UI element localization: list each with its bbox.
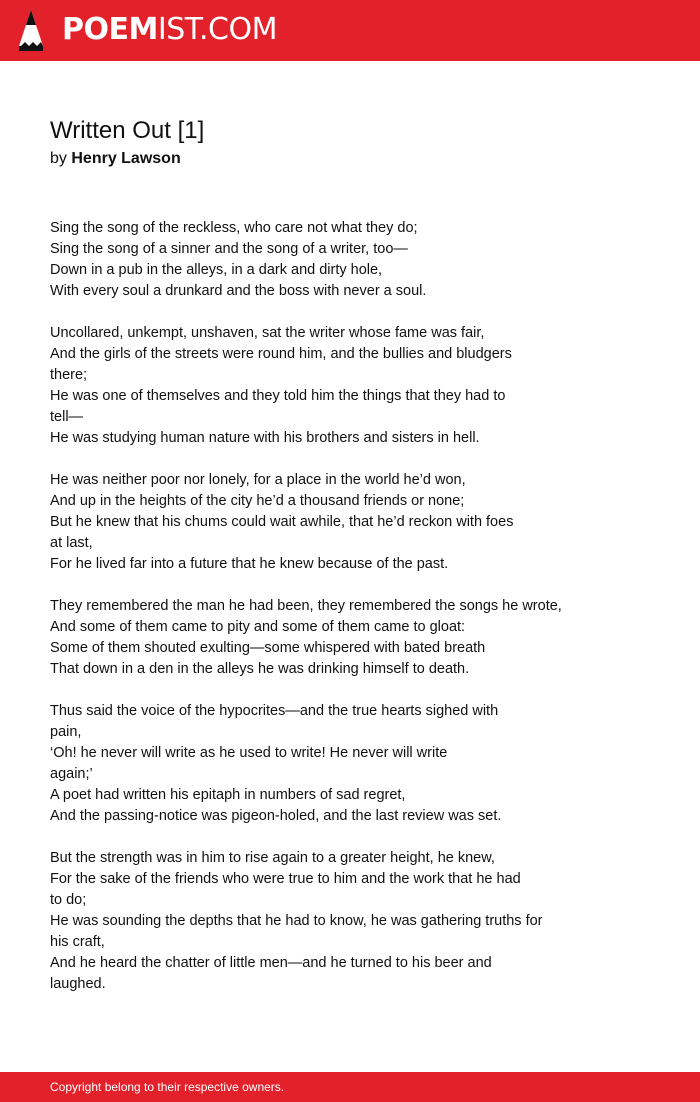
poem-line: Sing the song of a sinner and the song of a writer, too— <box>50 241 408 257</box>
poem-line: Thus said the voice of the hypocrites—and the true hearts sighed with <box>50 703 499 719</box>
poem-stanza <box>50 323 650 449</box>
poem-stanza <box>50 848 650 995</box>
poem-line: again;’ <box>50 766 93 782</box>
site-header <box>0 0 700 61</box>
poem-stanza <box>50 218 650 302</box>
poem-line: He was studying human nature with his brothers and sisters in hell. <box>50 430 480 446</box>
site-logo[interactable] <box>62 11 277 49</box>
copyright-notice: Copyright belong to their respective owners. <box>50 1080 285 1094</box>
poem-stanza <box>50 701 650 827</box>
poem-body <box>50 218 650 1016</box>
poem-line: pain, <box>50 724 82 740</box>
poem-stanza <box>50 470 650 575</box>
poem-line: Some of them shouted exulting—some whispered with bated breath <box>50 640 486 656</box>
poem-line: A poet had written his epitaph in numbers of sad regret, <box>50 787 406 803</box>
poem-line: laughed. <box>50 976 106 992</box>
poem-line: He was one of themselves and they told him the things that they had to <box>50 388 506 404</box>
pencil-tip-icon[interactable] <box>18 9 44 52</box>
poem-line: his craft, <box>50 934 105 950</box>
poem-line: Sing the song of the reckless, who care not what they do; <box>50 220 418 236</box>
by-label: by <box>50 150 67 167</box>
poem-line: tell— <box>50 409 84 425</box>
logo-light-text: IST.COM <box>157 12 277 47</box>
poem-line: But the strength was in him to rise again to a greater height, he knew, <box>50 850 495 866</box>
logo-bold-text: POEM <box>62 12 158 47</box>
poem-line: They remembered the man he had been, they remembered the songs he wrote, <box>50 598 562 614</box>
poem-line: With every soul a drunkard and the boss with never a soul. <box>50 283 427 299</box>
poem-line: Uncollared, unkempt, unshaven, sat the writer whose fame was fair, <box>50 325 485 341</box>
poem-line: But he knew that his chums could wait awhile, that he’d reckon with foes <box>50 514 514 530</box>
poem-line: That down in a den in the alleys he was drinking himself to death. <box>50 661 470 677</box>
poem-line: For the sake of the friends who were true to him and the work that he had <box>50 871 521 887</box>
poem-line: And the passing-notice was pigeon-holed, and the last review was set. <box>50 808 502 824</box>
poem-title: Written Out [1] <box>50 117 205 144</box>
poem-line: For he lived far into a future that he knew because of the past. <box>50 556 449 572</box>
byline <box>50 149 181 169</box>
poem-line: Down in a pub in the alleys, in a dark and dirty hole, <box>50 262 383 278</box>
poem-line: He was sounding the depths that he had to know, he was gathering truths for <box>50 913 543 929</box>
poem-line: at last, <box>50 535 93 551</box>
poem-line: And some of them came to pity and some of them came to gloat: <box>50 619 466 635</box>
site-footer <box>0 1072 700 1102</box>
poem-line: ‘Oh! he never will write as he used to write! He never will write <box>50 745 448 761</box>
poem-line: And the girls of the streets were round him, and the bullies and bludgers <box>50 346 512 362</box>
poem-line: And up in the heights of the city he’d a thousand friends or none; <box>50 493 465 509</box>
poem-line: And he heard the chatter of little men—and he turned to his beer and <box>50 955 492 971</box>
poem-line: there; <box>50 367 88 383</box>
poem-line: He was neither poor nor lonely, for a place in the world he’d won, <box>50 472 466 488</box>
poem-stanza <box>50 596 650 680</box>
poem-line: to do; <box>50 892 87 908</box>
author-name: Henry Lawson <box>71 150 181 167</box>
